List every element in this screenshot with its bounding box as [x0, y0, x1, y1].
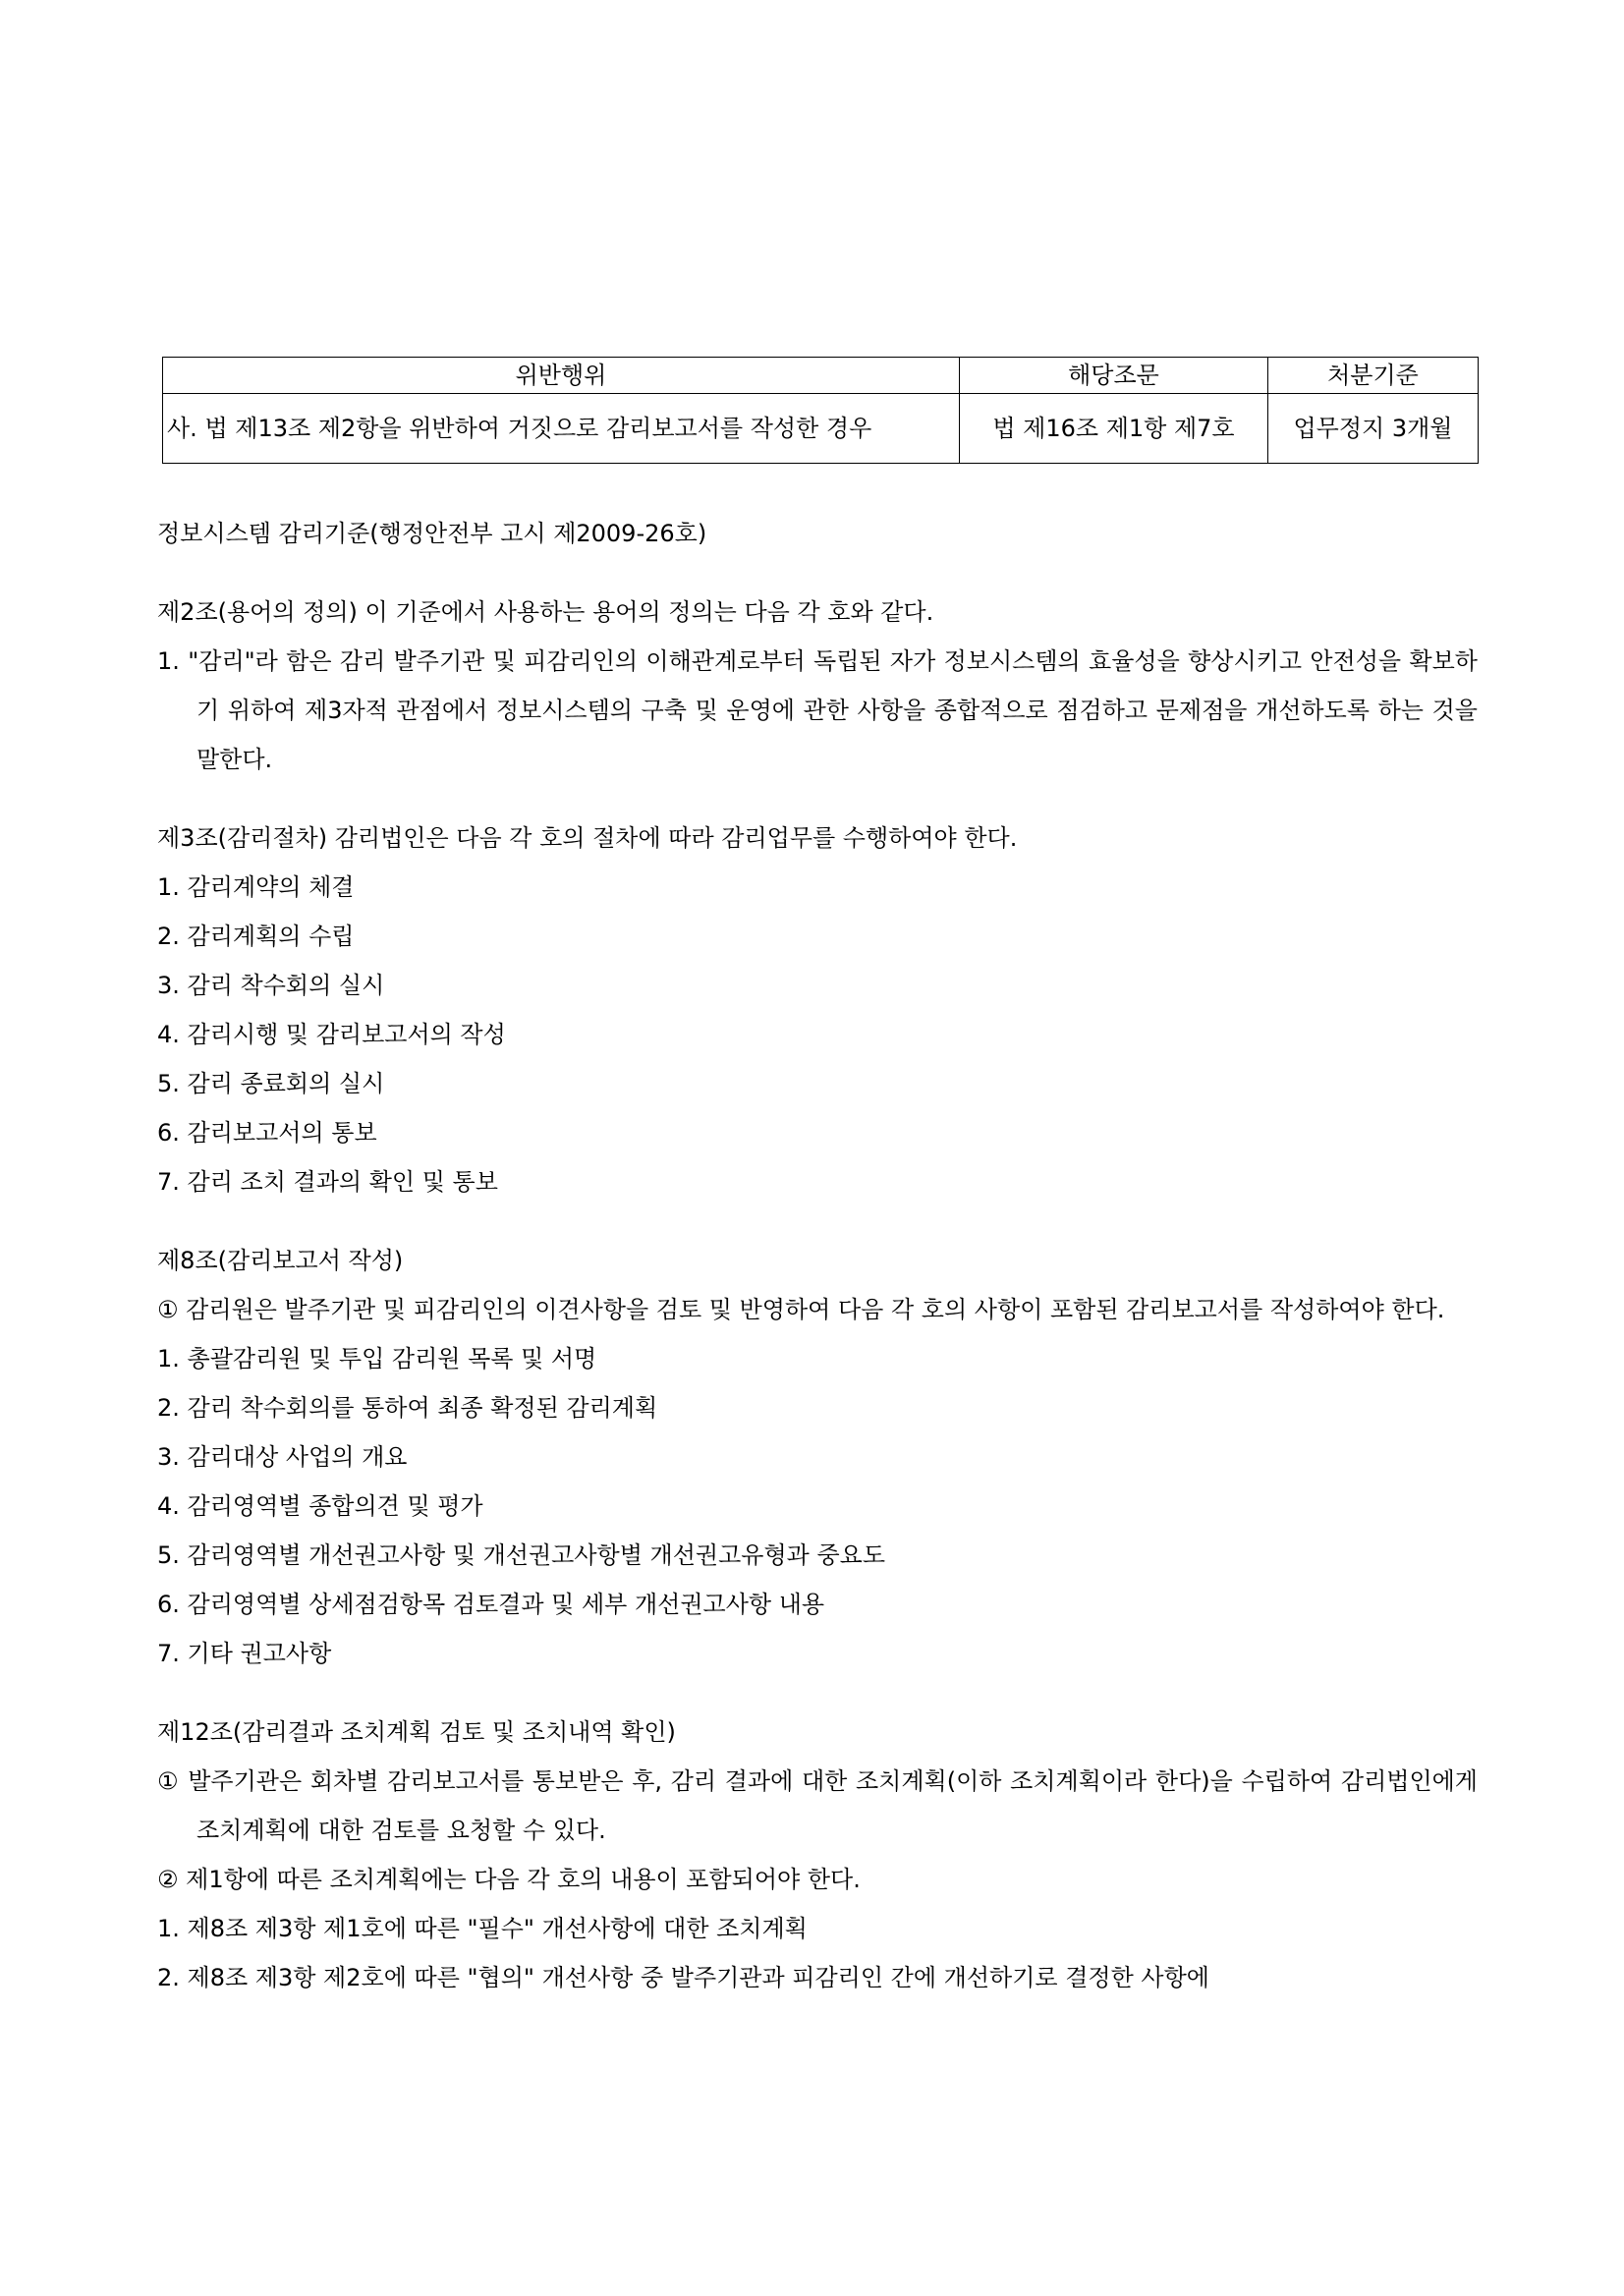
list-item: 3. 감리대상 사업의 개요: [157, 1443, 408, 1471]
table-header-row: [163, 358, 1479, 394]
list-item: 4. 감리영역별 종합의견 및 평가: [157, 1492, 483, 1520]
cell-violation: 사. 법 제13조 제2항을 위반하여 거짓으로 감리보고서를 작성한 경우: [163, 394, 960, 464]
list-item: 6. 감리보고서의 통보: [157, 1119, 377, 1147]
header-penalty: 처분기준: [1268, 358, 1479, 394]
list-item: 6. 감리영역별 상세점검항목 검토결과 및 세부 개선권고사항 내용: [157, 1591, 825, 1618]
header-violation: 위반행위: [163, 358, 960, 394]
list-item: 7. 감리 조치 결과의 확인 및 통보: [157, 1168, 498, 1196]
article12-heading: 제12조(감리결과 조치계획 검토 및 조치내역 확인): [157, 1718, 676, 1746]
list-item: 1. 제8조 제3항 제1호에 따른 "필수" 개선사항에 대한 조치계획: [157, 1915, 808, 1942]
article8-paragraph-1: ① 감리원은 발주기관 및 피감리인의 이견사항을 검토 및 반영하여 다음 각 호의 사항이 포함된 감리보고서를 작성하여야 한다.: [157, 1296, 1445, 1323]
list-item: 2. 감리 착수회의를 통하여 최종 확정된 감리계획: [157, 1394, 658, 1422]
list-item: 1. 감리계약의 체결: [157, 873, 355, 901]
article8-heading: 제8조(감리보고서 작성): [157, 1247, 404, 1274]
cell-article: 법 제16조 제1항 제7호: [960, 394, 1268, 464]
list-item: 5. 감리 종료회의 실시: [157, 1070, 385, 1097]
cell-penalty: 업무정지 3개월: [1268, 394, 1479, 464]
document-body: [157, 509, 1478, 2002]
list-item: 2. 제8조 제3항 제2호에 따른 "협의" 개선사항 중 발주기관과 피감리인 간에 개선하기로 결정한 사항에: [157, 1964, 1209, 1991]
list-item: 1. 총괄감리원 및 투입 감리원 목록 및 서명: [157, 1345, 597, 1372]
article2-heading: 제2조(용어의 정의) 이 기준에서 사용하는 용어의 정의는 다음 각 호와 같다.: [157, 598, 934, 626]
article3-heading: 제3조(감리절차) 감리법인은 다음 각 호의 절차에 따라 감리업무를 수행하여야 한다.: [157, 824, 1018, 852]
list-item: 3. 감리 착수회의 실시: [157, 972, 385, 999]
list-item: 2. 감리계획의 수립: [157, 923, 355, 950]
header-article: 해당조문: [960, 358, 1268, 394]
table-row: [163, 394, 1479, 464]
standard-title: 정보시스템 감리기준(행정안전부 고시 제2009-26호): [157, 520, 707, 547]
article12-paragraph-2: ② 제1항에 따른 조치계획에는 다음 각 호의 내용이 포함되어야 한다.: [157, 1866, 861, 1893]
article2-item: 1. "감리"라 함은 감리 발주기관 및 피감리인의 이해관계로부터 독립된 자가 정보시스템의 효율성을 향상시키고 안전성을 확보하기 위하여 제3자적 관점에서 정보시스템의 구축 및 운영에 관한 사항을 종합적으로 점검하고 문제점을 개선하도록 하는 것을 말한다.: [157, 647, 1478, 773]
article12-paragraph-1: ① 발주기관은 회차별 감리보고서를 통보받은 후, 감리 결과에 대한 조치계획(이하 조치계획이라 한다)을 수립하여 감리법인에게 조치계획에 대한 검토를 요청할 수 있다.: [157, 1767, 1478, 1844]
list-item: 7. 기타 권고사항: [157, 1640, 332, 1667]
list-item: 4. 감리시행 및 감리보고서의 작성: [157, 1021, 506, 1048]
violation-table: [162, 357, 1479, 464]
list-item: 5. 감리영역별 개선권고사항 및 개선권고사항별 개선권고유형과 중요도: [157, 1541, 886, 1569]
